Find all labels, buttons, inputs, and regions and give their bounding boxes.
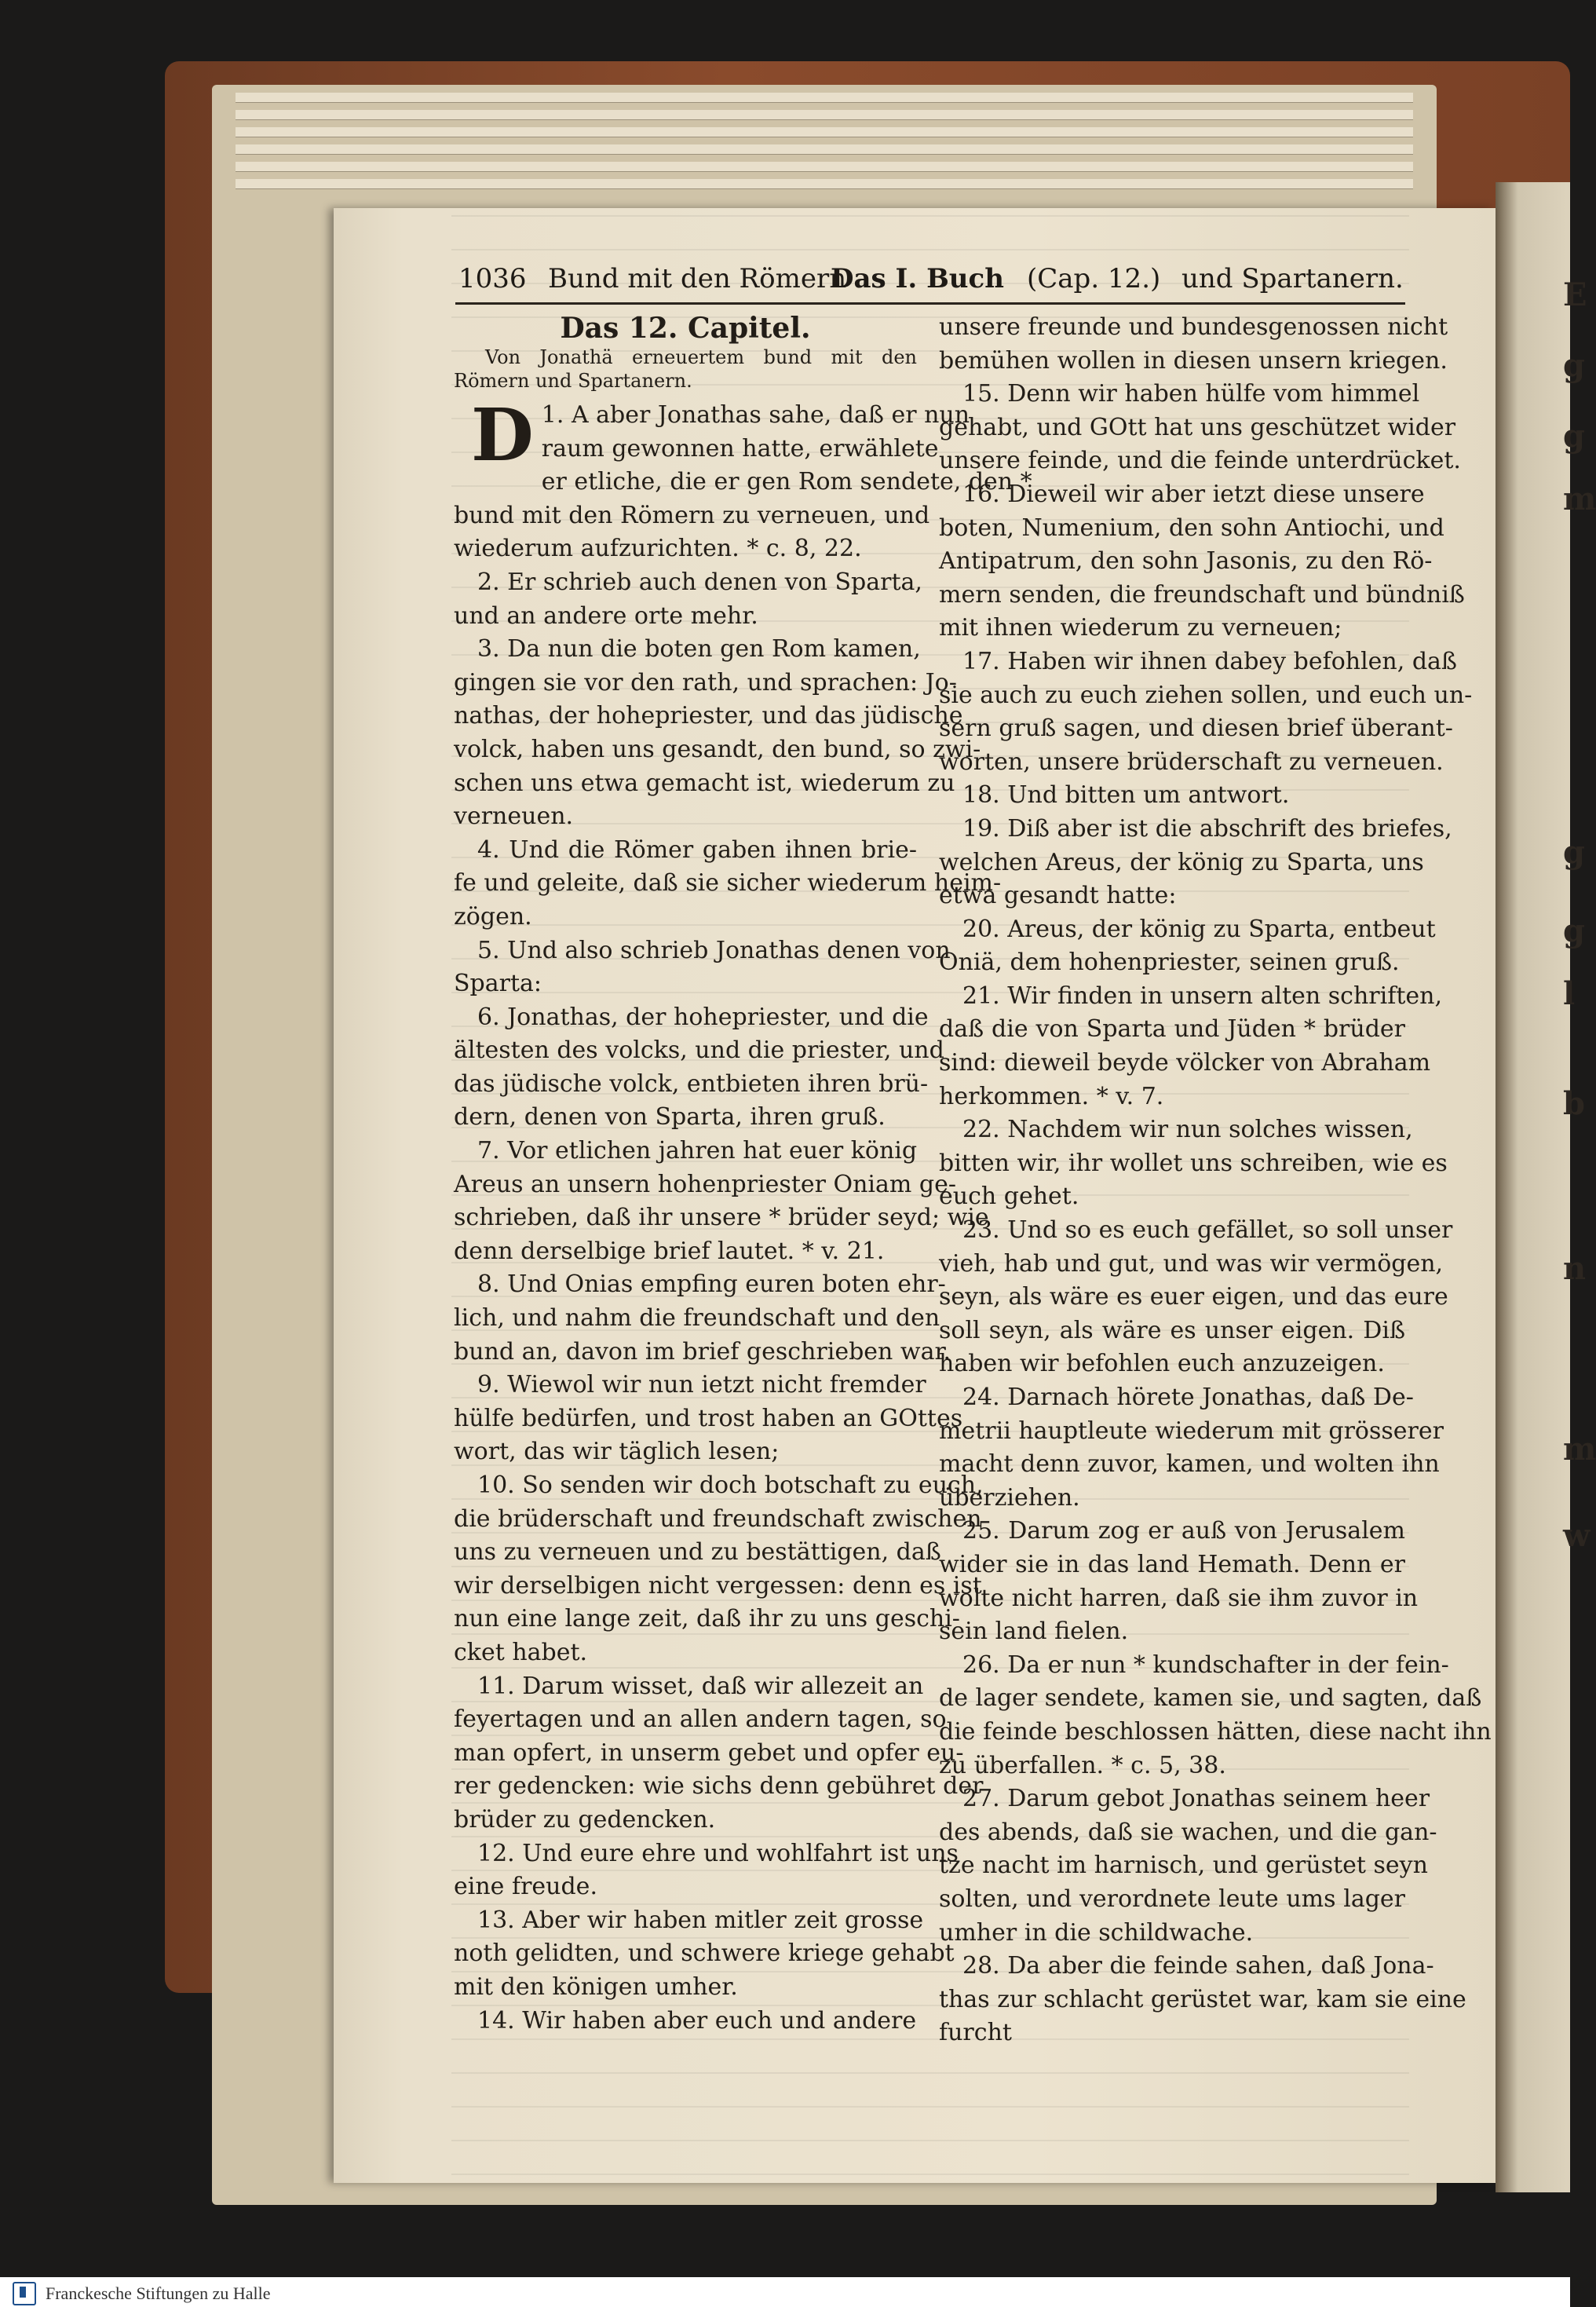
page-edge	[236, 110, 1413, 120]
text-line: schrieben, daß ihr unsere * brüder seyd; wie	[454, 1204, 989, 1232]
text-line: 8. Und Onias empfing euren boten ehr-	[477, 1270, 946, 1299]
footer-bar	[0, 2277, 1570, 2307]
text-line: 22. Nachdem wir nun solches wissen,	[962, 1116, 1413, 1144]
text-line: mit ihnen wiederum zu verneuen;	[939, 614, 1342, 642]
text-line: 11. Darum wisset, daß wir allezeit an	[477, 1672, 924, 1700]
text-line: etwa gesandt hatte:	[939, 882, 1177, 910]
text-line: lich, und nahm die freundschaft und den	[454, 1304, 940, 1333]
header-book: Das I. Buch	[831, 263, 1004, 294]
text-line: de lager sendete, kamen sie, und sagten, daß	[939, 1684, 1482, 1713]
text-line: welchen Areus, der könig zu Sparta, uns	[939, 848, 1424, 876]
text-line: Areus an unsern hohenpriester Oniam ge-	[454, 1170, 956, 1198]
text-line: 1. A aber Jonathas sahe, daß er nun	[541, 401, 970, 429]
text-line: tze nacht im harnisch, und gerüstet seyn	[939, 1852, 1428, 1880]
text-line: 20. Areus, der könig zu Sparta, entbeut	[962, 915, 1436, 943]
text-line: 7. Vor etlichen jahren hat euer könig	[477, 1137, 918, 1165]
text-line: überziehen.	[939, 1483, 1080, 1512]
text-line: er etliche, die er gen Rom sendete, den *	[541, 468, 1032, 496]
page-edge	[236, 93, 1413, 103]
page-number: 1036	[458, 263, 527, 294]
facing-page-fragment: w	[1563, 1517, 1591, 1554]
text-line: thas zur schlacht gerüstet war, kam sie eine	[939, 1985, 1466, 2013]
text-line: 3. Da nun die boten gen Rom kamen,	[477, 635, 921, 664]
text-line: 25. Darum zog er auß von Jerusalem	[962, 1517, 1405, 1545]
text-line: 18. Und bitten um antwort.	[962, 781, 1290, 810]
text-line: wider sie in das land Hemath. Denn er	[939, 1550, 1405, 1578]
text-line: bund mit den Römern zu verneuen, und	[454, 501, 930, 529]
facing-page	[1496, 182, 1596, 2192]
text-line: wort, das wir täglich lesen;	[454, 1438, 780, 1466]
page-edge	[236, 127, 1413, 137]
facing-page-fragment: m	[1563, 1431, 1596, 1468]
text-line: 19. Diß aber ist die abschrift des briefes,	[962, 814, 1452, 843]
chapter-summary: Von Jonathä erneuertem bund mit den Römern und Spartanern.	[454, 346, 917, 392]
text-line: 21. Wir finden in unsern alten schriften,	[962, 982, 1442, 1010]
text-line: daß die von Sparta und Jüden * brüder	[939, 1015, 1405, 1044]
text-line: boten, Numenium, den sohn Antiochi, und	[939, 514, 1444, 542]
text-line: 12. Und eure ehre und wohlfahrt ist uns	[477, 1839, 959, 1867]
text-line: bemühen wollen in diesen unsern kriegen.	[939, 346, 1448, 375]
text-line: wiederum aufzurichten. * c. 8, 22.	[454, 535, 862, 563]
text-line: wir derselbigen nicht vergessen: denn es ist	[454, 1571, 982, 1600]
text-line: volck, haben uns gesandt, den bund, so zwi-	[454, 735, 981, 763]
text-line: zögen.	[454, 902, 532, 930]
facing-page-fragment: g	[1563, 347, 1585, 384]
text-line: solten, und verordnete leute ums lager	[939, 1885, 1405, 1913]
facing-page-fragment: m	[1563, 481, 1596, 517]
text-line: verneuen.	[454, 803, 574, 831]
header-chapter: (Cap. 12.)	[1027, 263, 1161, 294]
text-line: 14. Wir haben aber euch und andere	[477, 2006, 917, 2035]
text-line: sein land fielen.	[939, 1618, 1129, 1646]
text-line: wolte nicht harren, daß sie ihm zuvor in	[939, 1584, 1419, 1612]
text-line: 17. Haben wir ihnen dabey befohlen, daß	[962, 647, 1457, 675]
footer-institution: Franckesche Stiftungen zu Halle	[46, 2283, 271, 2303]
text-line: 26. Da er nun * kundschafter in der fein-	[962, 1651, 1449, 1679]
running-header	[455, 255, 1405, 305]
text-line: 27. Darum gebot Jonathas seinem heer	[962, 1785, 1430, 1813]
chapter-title: Das 12. Capitel.	[560, 312, 811, 345]
text-line: seyn, als wäre es euer eigen, und das eure	[939, 1283, 1448, 1311]
facing-page-fragment: g	[1563, 834, 1585, 871]
text-line: feyertagen und an allen andern tagen, so	[454, 1706, 947, 1734]
text-line: 6. Jonathas, der hohepriester, und die	[477, 1003, 929, 1031]
text-line: noth gelidten, und schwere kriege gehabt	[454, 1940, 955, 1968]
text-line: haben wir befohlen euch anzuzeigen.	[939, 1350, 1385, 1378]
page-edge	[236, 144, 1413, 155]
text-line: euch gehet.	[939, 1183, 1079, 1211]
text-line: denn derselbige brief lautet. * v. 21.	[454, 1237, 885, 1265]
text-line: und an andere orte mehr.	[454, 601, 758, 630]
text-line: macht denn zuvor, kamen, und wolten ihn	[939, 1450, 1440, 1479]
text-line: man opfert, in unserm gebet und opfer eu-	[454, 1738, 964, 1767]
text-line: 2. Er schrieb auch denen von Sparta,	[477, 568, 922, 596]
text-line: 9. Wiewol wir nun ietzt nicht fremder	[477, 1371, 926, 1399]
page-edge	[236, 179, 1413, 189]
text-line: mern senden, die freundschaft und bündniß	[939, 580, 1465, 609]
text-line: cket habet.	[454, 1638, 588, 1666]
text-line: worten, unsere brüderschaft zu verneuen.	[939, 748, 1444, 776]
text-line: Oniä, dem hohenpriester, seinen gruß.	[939, 949, 1400, 977]
text-line: hülfe bedürfen, und trost haben an GOttes	[454, 1404, 963, 1432]
text-line: nun eine lange zeit, daß ihr zu uns geschi-	[454, 1605, 960, 1633]
facing-page-fragment: E	[1563, 276, 1587, 313]
institution-logo-icon	[13, 2282, 36, 2305]
text-line: 10. So senden wir doch botschaft zu euch,	[477, 1472, 984, 1499]
text-line: fe und geleite, daß sie sicher wiederum heim-	[454, 869, 1002, 898]
text-line: unsere freunde und bundesgenossen nicht	[939, 313, 1448, 341]
text-line: dern, denen von Sparta, ihren gruß.	[454, 1103, 886, 1132]
text-line: sern gruß sagen, und diesen brief überant-	[939, 715, 1453, 743]
text-line: 13. Aber wir haben mitler zeit grosse	[477, 1906, 924, 1934]
drop-cap: D	[471, 393, 534, 477]
right-column	[939, 311, 1492, 2050]
text-line: bund an, davon im brief geschrieben war.	[454, 1337, 951, 1366]
facing-page-fragment: n	[1563, 1250, 1587, 1287]
text-line: sind: dieweil beyde völcker von Abraham	[939, 1049, 1431, 1077]
facing-page-fragment: b	[1563, 1085, 1585, 1122]
text-line: ältesten des volcks, und die priester, und	[454, 1037, 944, 1065]
text-line: Sparta:	[454, 970, 542, 998]
text-line: soll seyn, als wäre es unser eigen. Diß	[939, 1316, 1405, 1344]
text-line: zu überfallen. * c. 5, 38.	[939, 1751, 1226, 1779]
text-line: brüder zu gedencken.	[454, 1805, 716, 1834]
text-line: sie auch zu euch ziehen sollen, und euch un-	[939, 681, 1473, 709]
header-left-title: Bund mit den Römern	[548, 263, 847, 294]
text-line: 24. Darnach hörete Jonathas, daß De-	[962, 1384, 1414, 1411]
text-line: furcht	[939, 2019, 1012, 2047]
text-line: vieh, hab und gut, und was wir vermögen,	[939, 1249, 1444, 1278]
text-line: rer gedencken: wie sichs denn gebühret der	[454, 1772, 984, 1801]
text-line: die brüderschaft und freundschaft zwischen	[454, 1504, 982, 1533]
text-line: 28. Da aber die feinde sahen, daß Jona-	[962, 1952, 1434, 1980]
text-line: metrii hauptleute wiederum mit grösserer	[939, 1417, 1444, 1445]
text-line: gingen sie vor den rath, und sprachen: Jo-	[454, 668, 957, 696]
text-line: eine freude.	[454, 1873, 597, 1901]
facing-page-fragment: l	[1563, 975, 1576, 1012]
text-line: des abends, daß sie wachen, und die gan-	[939, 1818, 1437, 1846]
text-line: herkommen. * v. 7.	[939, 1082, 1164, 1110]
text-line: die feinde beschlossen hätten, diese nacht ihn	[939, 1717, 1492, 1746]
text-line: 16. Dieweil wir aber ietzt diese unsere	[962, 480, 1425, 508]
text-line: 4. Und die Römer gaben ihnen brie-	[477, 835, 917, 864]
header-right-title: und Spartanern.	[1181, 263, 1404, 294]
text-line: umher in die schildwache.	[939, 1918, 1254, 1947]
text-line: raum gewonnen hatte, erwählete	[541, 434, 939, 462]
text-line: unsere feinde, und die feinde unterdrücket.	[939, 447, 1461, 475]
facing-page-fragment: g	[1563, 418, 1585, 455]
text-line: 15. Denn wir haben hülfe vom himmel	[962, 380, 1420, 408]
text-line: uns zu verneuen und zu bestättigen, daß	[454, 1538, 941, 1567]
text-line: gehabt, und GOtt hat uns geschützet wider	[939, 413, 1456, 441]
page-edge	[236, 162, 1413, 172]
text-line: 5. Und also schrieb Jonathas denen von	[477, 936, 951, 964]
text-line: nathas, der hohepriester, und das jüdische	[454, 702, 963, 730]
text-line: mit den königen umher.	[454, 1972, 738, 2001]
text-line: bitten wir, ihr wollet uns schreiben, wie es	[939, 1149, 1448, 1177]
text-line: das jüdische volck, entbieten ihren brü-	[454, 1069, 929, 1098]
text-line: 23. Und so es euch gefället, so soll unser	[962, 1216, 1453, 1245]
text-line: schen uns etwa gemacht ist, wiederum zu	[454, 769, 955, 797]
text-line: Antipatrum, den sohn Jasonis, zu den Rö-	[939, 547, 1433, 576]
facing-page-fragment: g	[1563, 912, 1585, 949]
